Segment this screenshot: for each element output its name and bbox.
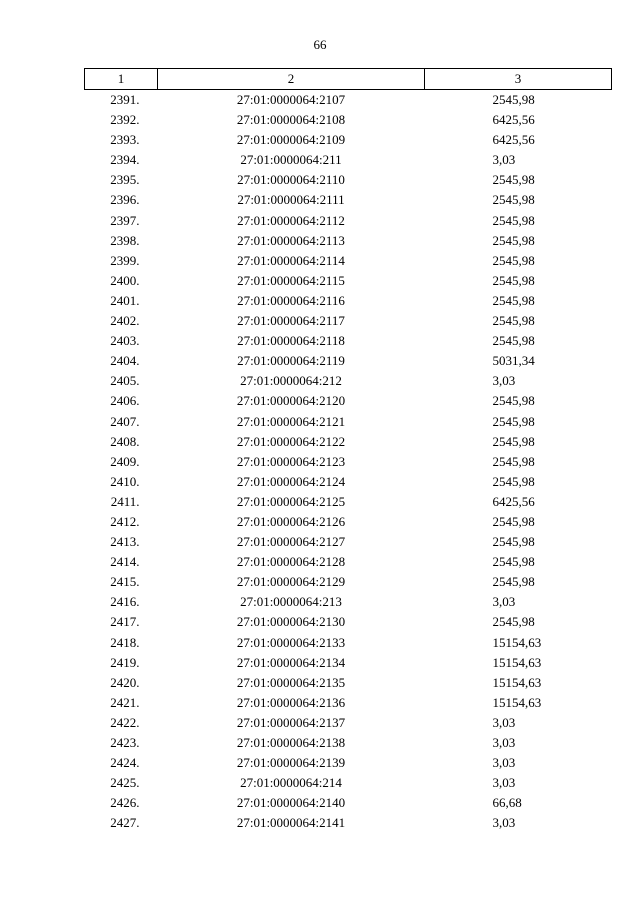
row-number-cell: 2393. <box>110 132 140 148</box>
cadastral-number-cell: 27:01:0000064:2120 <box>236 393 346 409</box>
row-number-cell: 2415. <box>110 574 140 590</box>
value-cell: 3,03 <box>492 152 516 168</box>
row-number-cell: 2407. <box>110 413 140 429</box>
cadastral-number-cell: 27:01:0000064:2121 <box>236 413 346 429</box>
value-cell: 2545,98 <box>492 614 535 630</box>
cadastral-number-cell: 27:01:0000064:2115 <box>237 272 345 288</box>
row-number-cell: 2413. <box>110 534 140 550</box>
value-cell: 2545,98 <box>492 453 535 469</box>
row-number-cell: 2427. <box>110 815 140 831</box>
row-number-cell: 2398. <box>110 232 140 248</box>
table-row <box>85 251 612 271</box>
cadastral-number-cell: 27:01:0000064:2130 <box>236 614 346 630</box>
cadastral-number-cell: 27:01:0000064:2122 <box>236 433 346 449</box>
row-number-cell: 2414. <box>110 554 140 570</box>
row-number-cell: 2396. <box>110 192 140 208</box>
cadastral-number-cell: 27:01:0000064:213 <box>240 594 342 610</box>
row-number-cell: 2406. <box>110 393 140 409</box>
header-row <box>85 69 612 90</box>
table-row <box>85 693 612 713</box>
table-row <box>85 753 612 773</box>
value-cell: 3,03 <box>492 815 516 831</box>
table-row <box>85 733 612 753</box>
value-cell: 2545,98 <box>492 534 535 550</box>
value-cell: 66,68 <box>492 795 522 811</box>
table-row <box>85 653 612 673</box>
row-number-cell: 2420. <box>110 674 140 690</box>
row-number-cell: 2409. <box>110 453 140 469</box>
table-body <box>85 90 612 834</box>
table-row <box>85 231 612 251</box>
row-number-cell: 2397. <box>110 212 140 228</box>
value-cell: 2545,98 <box>492 252 535 268</box>
table-row <box>85 633 612 653</box>
value-cell: 3,03 <box>492 373 516 389</box>
cadastral-number-cell: 27:01:0000064:2113 <box>237 232 345 248</box>
cadastral-number-cell: 27:01:0000064:2136 <box>236 694 346 710</box>
row-number-cell: 2408. <box>110 433 140 449</box>
value-cell: 2545,98 <box>492 232 535 248</box>
row-number-cell: 2394. <box>110 152 140 168</box>
cadastral-number-cell: 27:01:0000064:2118 <box>237 333 345 349</box>
cadastral-number-cell: 27:01:0000064:2137 <box>236 714 346 730</box>
table-row <box>85 331 612 351</box>
cadastral-table <box>84 68 612 833</box>
table-row <box>85 432 612 452</box>
table-row <box>85 190 612 210</box>
table-row <box>85 150 612 170</box>
header-col-2: 2 <box>158 69 425 90</box>
cadastral-number-cell: 27:01:0000064:2126 <box>236 513 346 529</box>
page-number: 66 <box>313 37 327 52</box>
table-row <box>85 211 612 231</box>
row-number-cell: 2391. <box>110 92 140 107</box>
cadastral-number-cell: 27:01:0000064:2110 <box>237 172 345 188</box>
row-number-cell: 2405. <box>110 373 140 389</box>
cadastral-number-cell: 27:01:0000064:2135 <box>236 674 346 690</box>
table-row <box>85 592 612 612</box>
cadastral-number-cell: 27:01:0000064:2128 <box>236 554 346 570</box>
row-number-cell: 2423. <box>110 735 140 750</box>
row-number-cell: 2416. <box>110 594 140 610</box>
value-cell: 3,03 <box>492 755 516 771</box>
row-number-cell: 2399. <box>110 252 140 268</box>
row-number-cell: 2417. <box>110 614 140 630</box>
value-cell: 2545,98 <box>492 393 535 409</box>
row-number-cell: 2421. <box>110 694 140 710</box>
table-row <box>85 110 612 130</box>
table-row <box>85 713 612 733</box>
row-number-cell: 2400. <box>110 272 140 288</box>
value-cell: 3,03 <box>492 735 516 750</box>
table-header <box>85 69 612 90</box>
table-row <box>85 391 612 411</box>
table-row <box>85 572 612 592</box>
table-row <box>85 412 612 432</box>
cadastral-number-cell: 27:01:0000064:2108 <box>236 112 346 128</box>
cadastral-number-cell: 27:01:0000064:2111 <box>237 192 345 208</box>
table-row <box>85 532 612 552</box>
table-row <box>85 90 612 111</box>
value-cell: 2545,98 <box>492 272 535 288</box>
table-row <box>85 351 612 371</box>
header-col-1: 1 <box>85 69 158 90</box>
value-cell: 2545,98 <box>492 413 535 429</box>
row-number-cell: 2410. <box>110 473 140 489</box>
value-cell: 3,03 <box>492 714 516 730</box>
value-cell: 2545,98 <box>492 473 535 489</box>
value-cell: 15154,63 <box>492 674 542 690</box>
table-row <box>85 673 612 693</box>
value-cell: 3,03 <box>492 594 516 610</box>
value-cell: 2545,98 <box>492 292 535 308</box>
table-row <box>85 472 612 492</box>
cadastral-number-cell: 27:01:0000064:2125 <box>236 493 346 509</box>
table-row <box>85 271 612 291</box>
table-row <box>85 311 612 331</box>
value-cell: 15154,63 <box>492 654 542 670</box>
value-cell: 2545,98 <box>492 172 535 188</box>
table-row <box>85 130 612 150</box>
cadastral-number-cell: 27:01:0000064:2138 <box>236 735 346 750</box>
row-number-cell: 2403. <box>110 333 140 349</box>
row-number-cell: 2419. <box>110 654 140 670</box>
table-row <box>85 512 612 532</box>
value-cell: 2545,98 <box>492 212 535 228</box>
cadastral-number-cell: 27:01:0000064:2116 <box>237 292 345 308</box>
cadastral-number-cell: 27:01:0000064:2134 <box>236 654 346 670</box>
table-row <box>85 371 612 391</box>
cadastral-number-cell: 27:01:0000064:2117 <box>237 313 345 329</box>
header-col-3: 3 <box>425 69 612 90</box>
value-cell: 2545,98 <box>492 554 535 570</box>
value-cell: 2545,98 <box>492 433 535 449</box>
value-cell: 15154,63 <box>492 694 542 710</box>
row-number-cell: 2426. <box>110 795 140 811</box>
value-cell: 6425,56 <box>492 132 535 148</box>
row-number-cell: 2404. <box>110 353 140 369</box>
row-number-cell: 2395. <box>110 172 140 188</box>
table-row <box>85 612 612 632</box>
value-cell: 2545,98 <box>492 92 535 107</box>
cadastral-number-cell: 27:01:0000064:211 <box>240 152 342 168</box>
value-cell: 2545,98 <box>492 574 535 590</box>
value-cell: 15154,63 <box>492 634 542 650</box>
row-number-cell: 2422. <box>110 714 140 730</box>
cadastral-number-cell: 27:01:0000064:2124 <box>236 473 346 489</box>
table-row <box>85 492 612 512</box>
value-cell: 5031,34 <box>492 353 535 369</box>
cadastral-number-cell: 27:01:0000064:2139 <box>236 755 346 771</box>
row-number-cell: 2425. <box>110 775 140 791</box>
value-cell: 6425,56 <box>492 112 535 128</box>
table-row <box>85 170 612 190</box>
row-number-cell: 2412. <box>110 513 140 529</box>
value-cell: 2545,98 <box>492 192 535 208</box>
cadastral-number-cell: 27:01:0000064:214 <box>240 775 342 791</box>
row-number-cell: 2411. <box>110 493 140 509</box>
row-number-cell: 2418. <box>110 634 140 650</box>
cadastral-number-cell: 27:01:0000064:2107 <box>236 92 346 107</box>
table-row <box>85 793 612 813</box>
value-cell: 2545,98 <box>492 513 535 529</box>
cadastral-number-cell: 27:01:0000064:2129 <box>236 574 346 590</box>
row-number-cell: 2392. <box>110 112 140 128</box>
row-number-cell: 2402. <box>110 313 140 329</box>
table-row <box>85 773 612 793</box>
cadastral-number-cell: 27:01:0000064:2140 <box>236 795 346 811</box>
cadastral-number-cell: 27:01:0000064:2109 <box>236 132 346 148</box>
value-cell: 2545,98 <box>492 313 535 329</box>
row-number-cell: 2401. <box>110 292 140 308</box>
value-cell: 3,03 <box>492 775 516 791</box>
cadastral-number-cell: 27:01:0000064:2123 <box>236 453 346 469</box>
cadastral-number-cell: 27:01:0000064:212 <box>240 373 342 389</box>
cadastral-number-cell: 27:01:0000064:2112 <box>237 212 345 228</box>
table-row <box>85 552 612 572</box>
cadastral-number-cell: 27:01:0000064:2141 <box>236 815 346 831</box>
value-cell: 2545,98 <box>492 333 535 349</box>
table-row <box>85 291 612 311</box>
value-cell: 6425,56 <box>492 493 535 509</box>
cadastral-number-cell: 27:01:0000064:2133 <box>236 634 346 650</box>
cadastral-number-cell: 27:01:0000064:2127 <box>236 534 346 550</box>
table-row <box>85 452 612 472</box>
cadastral-number-cell: 27:01:0000064:2119 <box>237 353 345 369</box>
table-row <box>85 813 612 833</box>
cadastral-number-cell: 27:01:0000064:2114 <box>237 252 345 268</box>
row-number-cell: 2424. <box>110 755 140 771</box>
